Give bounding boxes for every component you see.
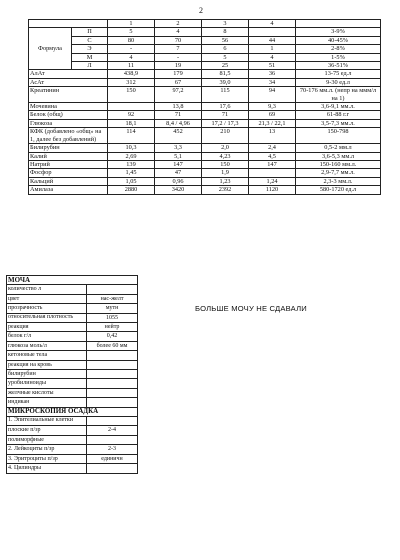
- analyte-value: 1,23: [202, 177, 249, 185]
- urine-param-name: желчные кислоты: [7, 388, 87, 397]
- urine-param-value: 0,42: [87, 332, 138, 341]
- biochem-row: [29, 152, 381, 160]
- urine-param-value: 2-3: [87, 445, 138, 454]
- urine-row: [7, 323, 138, 332]
- analyte-value: 179: [155, 70, 202, 78]
- analyte-value: 71: [202, 111, 249, 119]
- formula-row: [29, 28, 381, 36]
- analyte-value: 9,3: [249, 103, 296, 111]
- urine-row: [7, 332, 138, 341]
- analyte-value: 36: [249, 70, 296, 78]
- analyte-value: 13: [249, 128, 296, 144]
- analyte-value: 580-1720 ед.л: [296, 186, 381, 194]
- analyte-name: Креатинин: [29, 87, 108, 103]
- formula-value: 40-45%: [296, 36, 381, 44]
- biochem-row: [29, 160, 381, 168]
- analyte-value: 438,9: [108, 70, 155, 78]
- analyte-value: 1,45: [108, 169, 155, 177]
- header-cell: 4: [249, 20, 296, 28]
- analyte-value: 2,9-7,7 мм.л.: [296, 169, 381, 177]
- analyte-value: 3,3: [155, 144, 202, 152]
- urine-param-name: билирубин: [7, 370, 87, 379]
- urine-param-name: белок г/л: [7, 332, 87, 341]
- urine-param-name: 2. Лейкоциты п/зр: [7, 445, 87, 454]
- analyte-value: 71: [155, 111, 202, 119]
- urine-row: [7, 464, 138, 473]
- analyte-value: 114: [108, 128, 155, 144]
- formula-label: Формула: [29, 28, 72, 70]
- urine-row: [7, 379, 138, 388]
- formula-row: [29, 36, 381, 44]
- analyte-name: АсАт: [29, 78, 108, 86]
- urine-row: [7, 388, 138, 397]
- urine-row: [7, 445, 138, 454]
- formula-value: 80: [108, 36, 155, 44]
- urine-row: [7, 351, 138, 360]
- biochem-row: [29, 70, 381, 78]
- urine-param-value: [87, 464, 138, 473]
- formula-value: 56: [202, 36, 249, 44]
- analyte-value: 210: [202, 128, 249, 144]
- formula-value: 1: [249, 45, 296, 53]
- analyte-value: 150: [108, 87, 155, 103]
- analyte-value: 2880: [108, 186, 155, 194]
- urine-param-value: [87, 398, 138, 407]
- analyte-value: 10,3: [108, 144, 155, 152]
- urine-param-value: [87, 370, 138, 379]
- analyte-value: 150-160 мм.л.: [296, 160, 381, 168]
- urine-param-name: прозрачность: [7, 304, 87, 313]
- urine-param-name: реакция на кровь: [7, 360, 87, 369]
- urine-param-value: [87, 388, 138, 397]
- analyte-value: 2,3-3 мм.л.: [296, 177, 381, 185]
- analyte-value: 1,24: [249, 177, 296, 185]
- urine-param-value: [87, 417, 138, 426]
- urine-section-heading: [7, 276, 138, 285]
- analyte-value: 17,2 / 17,3: [202, 119, 249, 127]
- urine-param-name: количество л: [7, 285, 87, 294]
- urine-param-value: [87, 351, 138, 360]
- analyte-value: 0,5-2 мм.л: [296, 144, 381, 152]
- urine-row: [7, 360, 138, 369]
- formula-row: [29, 53, 381, 61]
- header-blank: [29, 20, 108, 28]
- formula-code: М: [72, 53, 108, 61]
- formula-value: 7: [155, 45, 202, 53]
- analyte-value: [249, 169, 296, 177]
- urine-table: [6, 275, 138, 474]
- analyte-value: 69: [249, 111, 296, 119]
- urine-param-name: 4. Цилиндры: [7, 464, 87, 473]
- page-number: 2: [199, 6, 203, 15]
- urine-param-name: реакция: [7, 323, 87, 332]
- urine-param-value: [87, 285, 138, 294]
- analyte-name: Фосфор: [29, 169, 108, 177]
- analyte-value: 1,05: [108, 177, 155, 185]
- formula-value: 4: [249, 53, 296, 61]
- urine-row: [7, 294, 138, 303]
- formula-value: 11: [108, 62, 155, 70]
- analyte-name: Билирубин: [29, 144, 108, 152]
- analyte-value: 3,5-7,3 мм.л.: [296, 119, 381, 127]
- formula-value: 5: [108, 28, 155, 36]
- analyte-value: 0,96: [155, 177, 202, 185]
- analyte-value: 312: [108, 78, 155, 86]
- formula-value: 70: [155, 36, 202, 44]
- header-row: [29, 20, 381, 28]
- urine-row: [7, 454, 138, 463]
- section-title: МИКРОСКОПИЯ ОСАДКА: [7, 407, 138, 416]
- analyte-name: Глюкоза: [29, 119, 108, 127]
- urine-param-name: относительная плотность: [7, 313, 87, 322]
- urine-row: [7, 341, 138, 350]
- biochem-row: [29, 111, 381, 119]
- urine-param-name: уробилиноиды: [7, 379, 87, 388]
- urine-param-name: индикан: [7, 398, 87, 407]
- analyte-name: Белок (общ): [29, 111, 108, 119]
- formula-value: 8: [202, 28, 249, 36]
- biochem-row: [29, 177, 381, 185]
- urine-param-name: глюкоза моль/л: [7, 341, 87, 350]
- analyte-name: Мочевина: [29, 103, 108, 111]
- analyte-value: 4,23: [202, 152, 249, 160]
- analyte-value: 1,9: [202, 169, 249, 177]
- urine-param-name: 3. Эритроциты п/зр: [7, 454, 87, 463]
- biochem-row: [29, 186, 381, 194]
- biochem-row: [29, 103, 381, 111]
- urine-row: [7, 370, 138, 379]
- formula-value: 2-8%: [296, 45, 381, 53]
- analyte-value: 2,4: [249, 144, 296, 152]
- analyte-value: 13,8: [155, 103, 202, 111]
- analyte-value: 18,1: [108, 119, 155, 127]
- formula-value: -: [155, 53, 202, 61]
- analyte-value: 150: [202, 160, 249, 168]
- analyte-value: 139: [108, 160, 155, 168]
- analyte-value: 21,3 / 22,1: [249, 119, 296, 127]
- formula-row: [29, 62, 381, 70]
- analyte-value: 70-176 мм.л. (непр на ммм/л на 1): [296, 87, 381, 103]
- analyte-value: 3420: [155, 186, 202, 194]
- urine-param-value: 2-4: [87, 426, 138, 435]
- formula-value: -: [108, 45, 155, 53]
- analyte-value: 115: [202, 87, 249, 103]
- analyte-value: 147: [249, 160, 296, 168]
- section-title: МОЧА: [7, 276, 138, 285]
- analyte-name: Натрий: [29, 160, 108, 168]
- biochem-row: [29, 87, 381, 103]
- analyte-value: 34: [249, 78, 296, 86]
- analyte-name: Калий: [29, 152, 108, 160]
- urine-param-value: мутн: [87, 304, 138, 313]
- analyte-value: 97,2: [155, 87, 202, 103]
- urine-row: [7, 417, 138, 426]
- analyte-value: 94: [249, 87, 296, 103]
- analyte-value: 5,1: [155, 152, 202, 160]
- formula-value: 36-51%: [296, 62, 381, 70]
- analyte-value: 81,5: [202, 70, 249, 78]
- urine-param-name: кетоновые тела: [7, 351, 87, 360]
- header-cell: 2: [155, 20, 202, 28]
- urine-param-value: 1055: [87, 313, 138, 322]
- urine-row: [7, 426, 138, 435]
- analyte-name: Амилаза: [29, 186, 108, 194]
- formula-row: [29, 45, 381, 53]
- analyte-name: Кальций: [29, 177, 108, 185]
- formula-value: 3-9%: [296, 28, 381, 36]
- analyte-value: [108, 103, 155, 111]
- biochem-row: [29, 169, 381, 177]
- analyte-value: 2,0: [202, 144, 249, 152]
- analyte-value: 67: [155, 78, 202, 86]
- analyte-name: АлАт: [29, 70, 108, 78]
- formula-value: 51: [249, 62, 296, 70]
- urine-note: БОЛЬШЕ МОЧУ НЕ СДАВАЛИ: [195, 304, 307, 313]
- formula-code: Л: [72, 62, 108, 70]
- analyte-value: 2,69: [108, 152, 155, 160]
- lab-results-table: [28, 19, 381, 195]
- analyte-value: 9-30 ед.л: [296, 78, 381, 86]
- formula-code: П: [72, 28, 108, 36]
- header-cell: 1: [108, 20, 155, 28]
- formula-value: 5: [202, 53, 249, 61]
- analyte-value: 3,6-9,1 мм.л.: [296, 103, 381, 111]
- urine-param-value: более 60 мм: [87, 341, 138, 350]
- analyte-value: 47: [155, 169, 202, 177]
- urine-param-name: плоские п/зр: [7, 426, 87, 435]
- analyte-value: 3,6-5,3 мм.л: [296, 152, 381, 160]
- urine-section-heading: [7, 407, 138, 416]
- urine-row: [7, 285, 138, 294]
- formula-value: 19: [155, 62, 202, 70]
- urine-param-value: нейтр: [87, 323, 138, 332]
- analyte-value: 13-75 ед.л: [296, 70, 381, 78]
- analyte-value: 61-88 г.г: [296, 111, 381, 119]
- biochem-row: [29, 119, 381, 127]
- urine-param-value: нас-желт: [87, 294, 138, 303]
- analyte-value: 2392: [202, 186, 249, 194]
- urine-row: [7, 313, 138, 322]
- analyte-value: 92: [108, 111, 155, 119]
- analyte-value: 39,0: [202, 78, 249, 86]
- analyte-value: 4,5: [249, 152, 296, 160]
- urine-row: [7, 398, 138, 407]
- urine-param-value: [87, 435, 138, 444]
- analyte-value: 17,6: [202, 103, 249, 111]
- formula-value: 4: [155, 28, 202, 36]
- biochem-row: [29, 78, 381, 86]
- formula-value: 6: [202, 45, 249, 53]
- biochem-row: [29, 128, 381, 144]
- urine-param-name: цвет: [7, 294, 87, 303]
- formula-code: С: [72, 36, 108, 44]
- urine-row: [7, 304, 138, 313]
- urine-param-name: полиморфные: [7, 435, 87, 444]
- header-cell: 3: [202, 20, 249, 28]
- urine-param-name: 1. Эпителиальные клетки: [7, 417, 87, 426]
- analyte-value: 1120: [249, 186, 296, 194]
- formula-value: 25: [202, 62, 249, 70]
- urine-param-value: [87, 360, 138, 369]
- header-cell: [296, 20, 381, 28]
- analyte-value: 8,4 / 4,96: [155, 119, 202, 127]
- analyte-value: 150-798: [296, 128, 381, 144]
- formula-value: 44: [249, 36, 296, 44]
- formula-value: 1-5%: [296, 53, 381, 61]
- analyte-value: 452: [155, 128, 202, 144]
- analyte-value: 147: [155, 160, 202, 168]
- biochem-row: [29, 144, 381, 152]
- formula-code: Э: [72, 45, 108, 53]
- urine-row: [7, 435, 138, 444]
- urine-param-value: [87, 379, 138, 388]
- analyte-name: КФК (добавлено «общ» на 1, далее без добавлений): [29, 128, 108, 144]
- formula-value: [249, 28, 296, 36]
- urine-param-value: единичн: [87, 454, 138, 463]
- formula-value: 4: [108, 53, 155, 61]
